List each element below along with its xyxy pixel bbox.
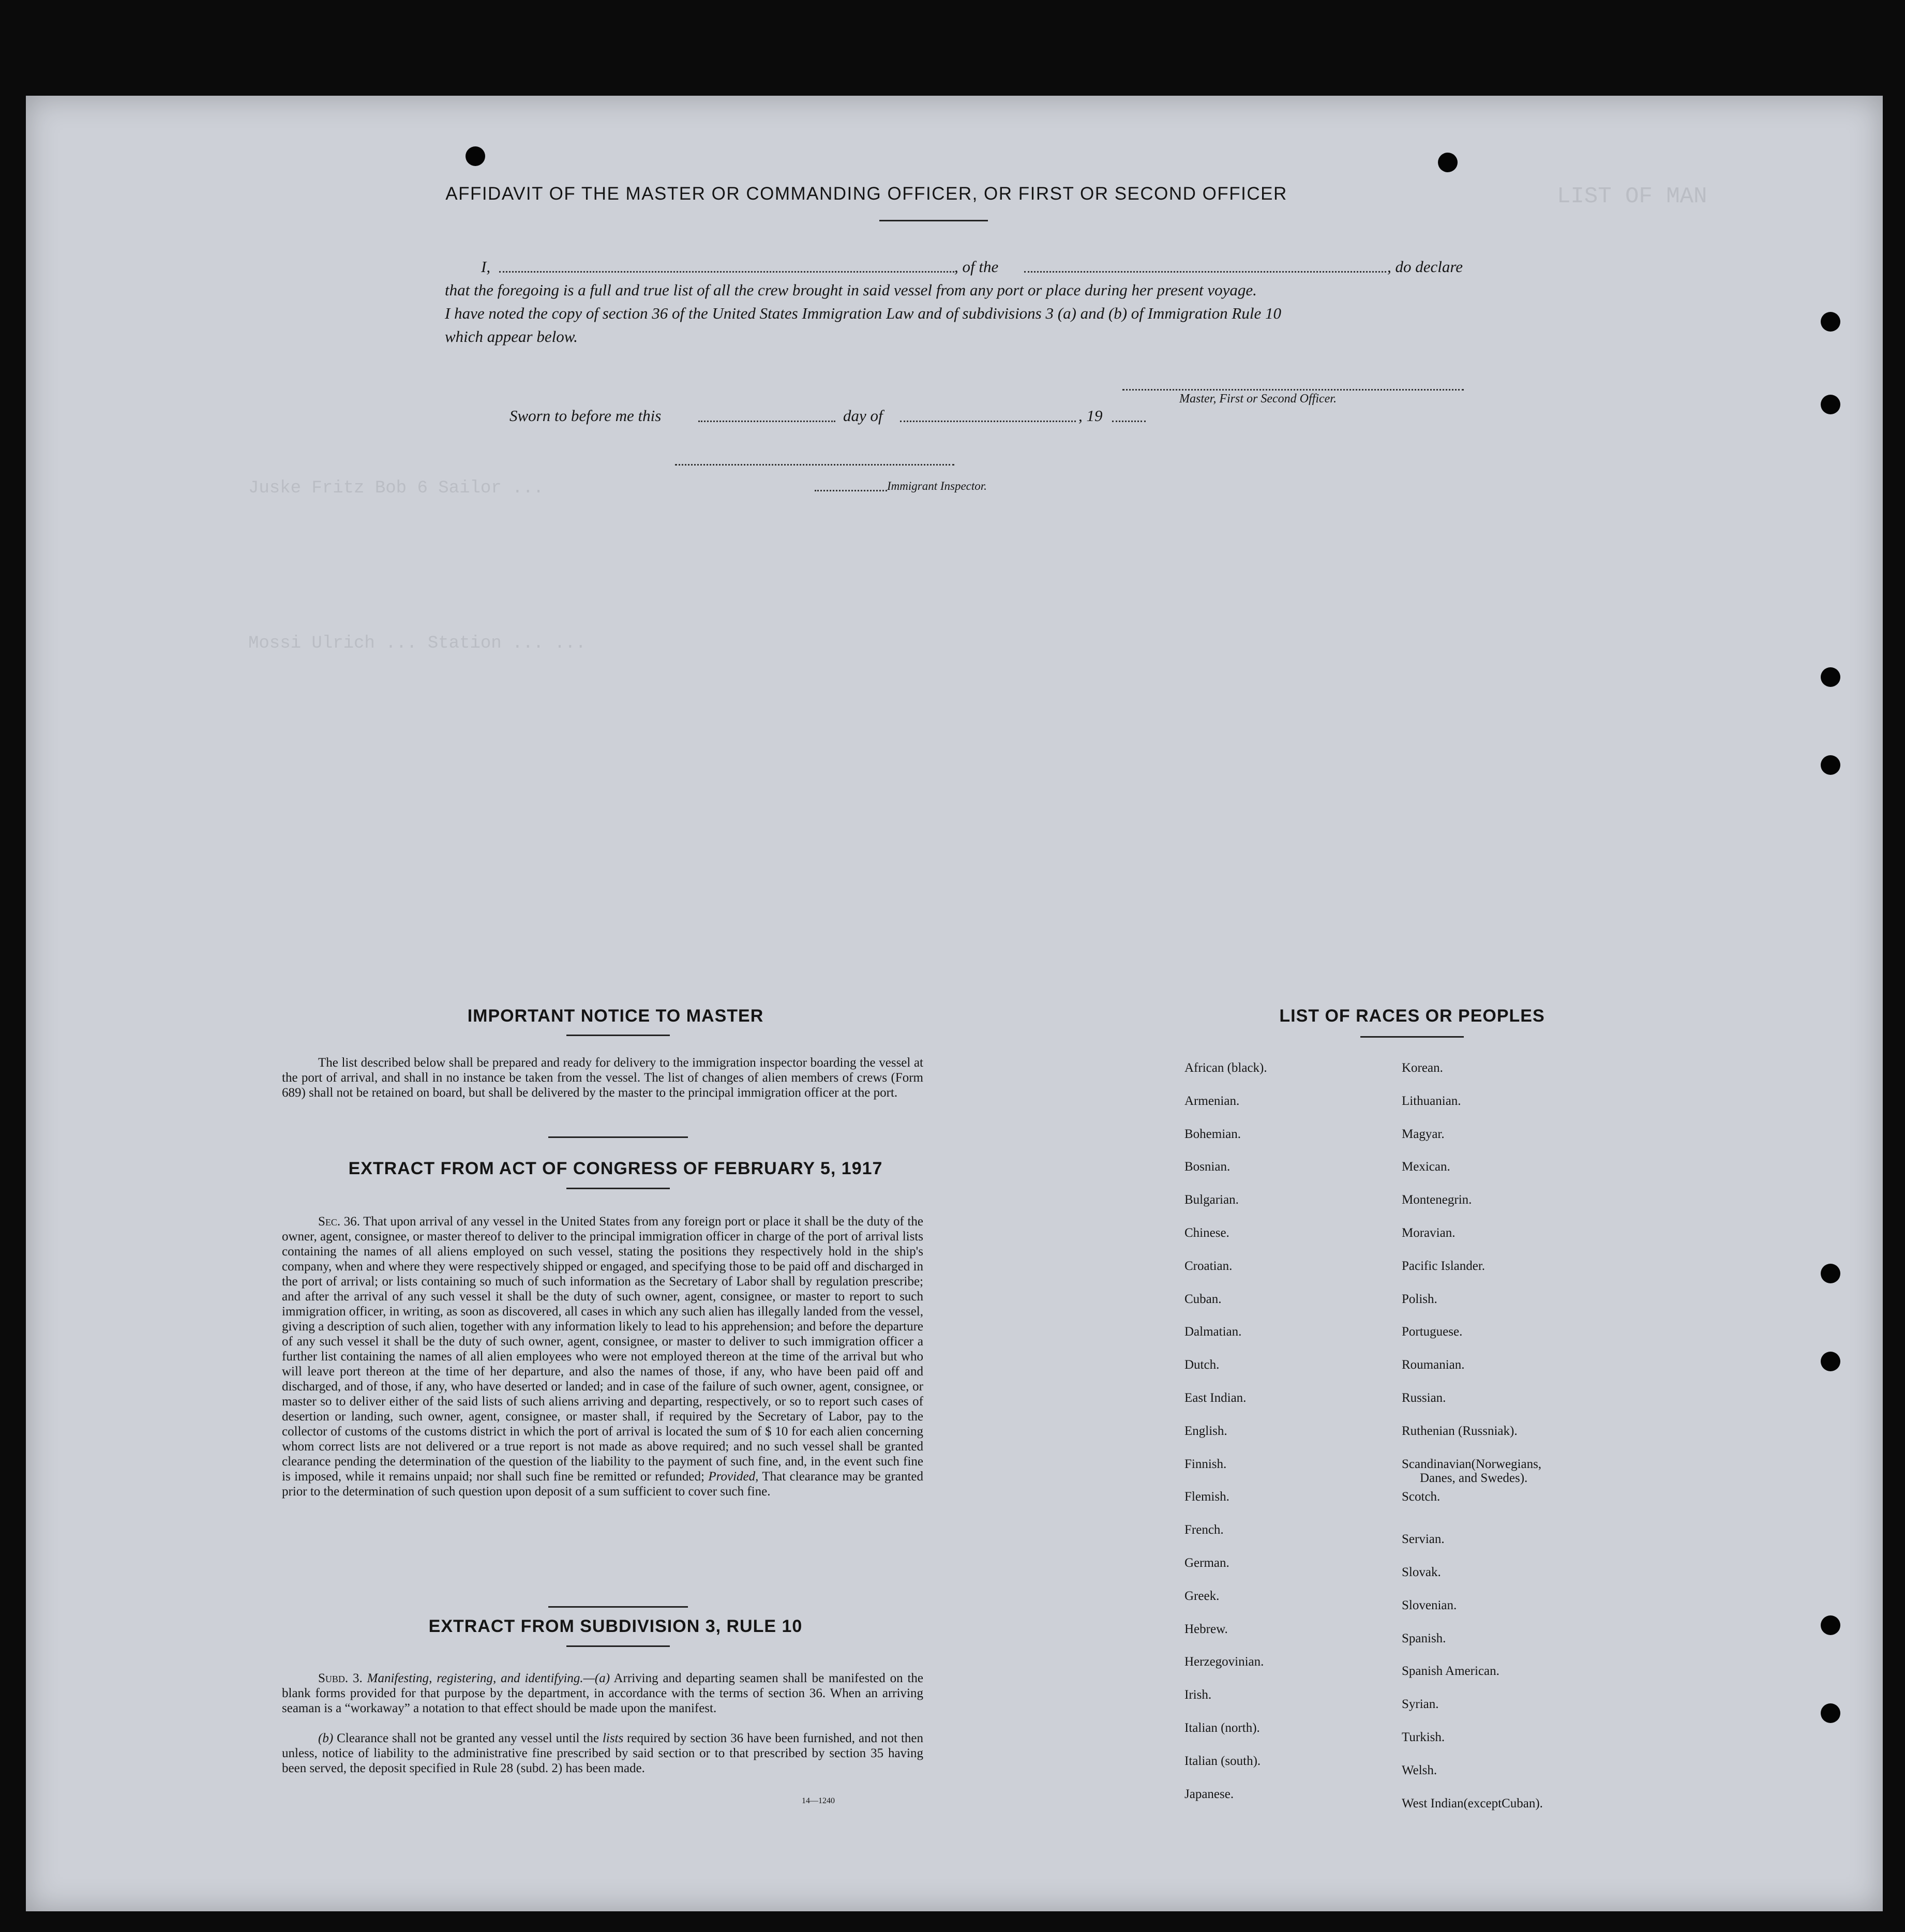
divider xyxy=(548,1606,688,1608)
race-item: African (black). xyxy=(1184,1061,1267,1075)
punch-hole xyxy=(1821,395,1840,414)
act-extract-body xyxy=(282,1214,923,1499)
divider xyxy=(1360,1036,1464,1038)
race-item: Slovenian. xyxy=(1402,1598,1457,1612)
race-item: Bulgarian. xyxy=(1184,1193,1239,1207)
divider xyxy=(879,220,988,221)
day-blank[interactable] xyxy=(698,421,835,422)
bleed-through-text: Mossi Ulrich ... Station ... ... xyxy=(248,634,586,653)
punch-hole xyxy=(1821,1615,1840,1635)
act-extract-title: EXTRACT FROM ACT OF CONGRESS OF FEBRUARY 5, 1917 xyxy=(348,1159,883,1178)
rule-para-a-text: Arriving and departing seamen shall be manifested on the blank forms provided for that purpose by the department, in accordance with the terms of section 36. When an arriving seaman is a “workaway” a notation to that effect should be made upon the manifest. xyxy=(282,1671,923,1715)
race-item: Cuban. xyxy=(1184,1292,1222,1306)
master-signature-blank[interactable] xyxy=(1122,389,1464,391)
race-item: Chinese. xyxy=(1184,1226,1229,1240)
race-item: Turkish. xyxy=(1402,1730,1445,1744)
race-item: Slovak. xyxy=(1402,1565,1441,1579)
race-item: Russian. xyxy=(1402,1391,1446,1405)
race-item: Italian (north). xyxy=(1184,1721,1260,1735)
race-item: Danes, and Swedes). xyxy=(1420,1471,1528,1485)
race-item: Dutch. xyxy=(1184,1358,1220,1372)
lists-word: lists xyxy=(602,1731,624,1745)
sworn-label: Sworn to before me this xyxy=(509,407,662,425)
race-item: Scandinavian(Norwegians, xyxy=(1402,1457,1542,1471)
race-item: Scotch. xyxy=(1402,1490,1441,1504)
year-blank[interactable] xyxy=(1112,421,1146,422)
divider xyxy=(566,1645,670,1647)
race-item: Armenian. xyxy=(1184,1094,1240,1108)
master-signature-label: Master, First or Second Officer. xyxy=(1179,392,1337,406)
subdivision-title: Manifesting, registering, and identifying.—(a) xyxy=(367,1671,610,1685)
punch-hole xyxy=(1821,667,1840,687)
affidavit-title: AFFIDAVIT OF THE MASTER OR COMMANDING OFFICER, OR FIRST OR SECOND OFFICER xyxy=(445,184,1287,204)
rule-para-a xyxy=(282,1671,923,1716)
race-item: Bohemian. xyxy=(1184,1127,1241,1141)
punch-hole xyxy=(1821,1352,1840,1371)
divider xyxy=(566,1188,670,1189)
race-item: Herzegovinian. xyxy=(1184,1655,1264,1669)
bleed-through-text: Juske Fritz Bob 6 Sailor ... xyxy=(248,478,544,498)
race-item: Flemish. xyxy=(1184,1490,1229,1504)
race-item: Japanese. xyxy=(1184,1787,1234,1801)
punch-hole xyxy=(1821,1264,1840,1283)
bleed-through-text: LIST OF MAN xyxy=(1557,184,1707,209)
name-blank[interactable] xyxy=(499,271,954,273)
race-item: Roumanian. xyxy=(1402,1358,1465,1372)
race-item: Italian (south). xyxy=(1184,1754,1261,1768)
race-item: Korean. xyxy=(1402,1061,1443,1075)
race-item: Pacific Islander. xyxy=(1402,1259,1486,1273)
proviso-text: That clearance may be granted prior to the determination of such question upon deposit of a sum sufficient to cover such fine. xyxy=(282,1470,923,1499)
race-item: Spanish American. xyxy=(1402,1664,1499,1679)
race-item: Polish. xyxy=(1402,1292,1437,1306)
inspector-label: Immigrant Inspector. xyxy=(887,480,987,492)
race-item: Greek. xyxy=(1184,1589,1220,1603)
race-item: Irish. xyxy=(1184,1688,1212,1702)
rule-extract-title: EXTRACT FROM SUBDIVISION 3, RULE 10 xyxy=(428,1616,803,1636)
rule-para-b-text-2: required by section 36 have been furnished, and not then unless, notice of liability to the administrative fine prescribed by said section or to that prescribed by section 35 having been served, the deposit specified in Rule 28 (subd. 2) has been made. xyxy=(282,1731,923,1775)
vessel-blank[interactable] xyxy=(1024,271,1386,273)
proviso-label: Provided, xyxy=(708,1470,759,1484)
punch-hole xyxy=(1821,1703,1840,1723)
year-prefix-label: , 19 xyxy=(1078,407,1103,425)
inspector-leader-dots xyxy=(815,490,887,491)
race-item: Finnish. xyxy=(1184,1457,1227,1471)
rule-para-b xyxy=(282,1731,923,1776)
race-item: Magyar. xyxy=(1402,1127,1445,1141)
section-label: Sec. 36. xyxy=(318,1215,360,1229)
inspector-signature-blank[interactable] xyxy=(675,464,954,466)
race-item: Croatian. xyxy=(1184,1259,1233,1273)
punch-hole xyxy=(1821,755,1840,775)
divider xyxy=(566,1035,670,1036)
race-item: German. xyxy=(1184,1556,1229,1570)
affidavit-i-label: I, xyxy=(481,258,491,276)
punch-hole xyxy=(1821,312,1840,332)
punch-hole xyxy=(466,146,485,166)
of-the-label: , of the xyxy=(954,258,999,276)
divider xyxy=(548,1136,688,1138)
para-b-label: (b) xyxy=(318,1731,334,1745)
punch-hole xyxy=(1438,153,1458,172)
race-item: Ruthenian (Russniak). xyxy=(1402,1424,1518,1438)
do-declare-label: , do declare xyxy=(1387,258,1463,276)
affidavit-line-3: I have noted the copy of section 36 of the United States Immigration Law and of subdivisions 3 (a) and (b) of Immigration Rule 10 xyxy=(445,304,1281,322)
day-of-label: day of xyxy=(843,407,883,425)
race-item: Lithuanian. xyxy=(1402,1094,1461,1108)
subdivision-label: Subd. 3. xyxy=(318,1671,363,1685)
race-item: Spanish. xyxy=(1402,1631,1446,1645)
race-item: Mexican. xyxy=(1402,1160,1450,1174)
race-item: Welsh. xyxy=(1402,1763,1437,1777)
race-item: Servian. xyxy=(1402,1532,1445,1547)
race-item: English. xyxy=(1184,1424,1227,1438)
rule-para-b-text-1: Clearance shall not be granted any vessel until the xyxy=(337,1731,599,1745)
affidavit-line-4: which appear below. xyxy=(445,327,578,346)
race-item: Montenegrin. xyxy=(1402,1193,1472,1207)
affidavit-line-2: that the foregoing is a full and true list of all the crew brought in said vessel from any port or place during her present voyage. xyxy=(445,281,1257,299)
race-item: Moravian. xyxy=(1402,1226,1456,1240)
race-item: Hebrew. xyxy=(1184,1622,1228,1636)
month-blank[interactable] xyxy=(900,421,1076,422)
notice-body: The list described below shall be prepared and ready for delivery to the immigration inspector boarding the vessel at the port of arrival, and shall in no instance be taken from the vessel. The list of changes of alien members of crews (Form 689) shall not be retained on board, but shall be delivered by the master to the principal immigration officer at the port. xyxy=(282,1056,923,1100)
document-page xyxy=(26,96,1883,1911)
notice-title: IMPORTANT NOTICE TO MASTER xyxy=(467,1006,764,1026)
race-item: Portuguese. xyxy=(1402,1325,1463,1339)
section-36-text: That upon arrival of any vessel in the United States from any foreign port or place it shall be the duty of the owner, agent, consignee, or master thereof to deliver to the principal immigration officer in charge of the port of arrival lists containing the names of all aliens employed on such vessel, stating the positions they respectively hold in the ship's company, when and where they were respectively shipped or engaged, and specifying those to be paid off and discharged in the port of arrival; or lists containing so much of such information as the Secretary of Labor shall by regulation prescribe; and after the arrival of any such vessel it shall be the duty of such owner, agent, consignee, or master to report to such immigration officer, in writing, as soon as discovered, all cases in which any such alien has illegally landed from the vessel, giving a description of such alien, together with any information likely to lead to his apprehension; and before the departure of any such vessel it shall be the duty of such owner, agent, consignee, or master to deliver to such immigration officer a further list containing the names of all alien employees who were not employed thereon at the time of the arrival but who will leave port thereon at the time of her departure, and also the names of those, if any, who have been paid off and discharged, and of those, if any, who have deserted or landed; and in case of the failure of such owner, agent, consignee, or master so to deliver either of the said lists of such aliens arriving and departing, respectively, or so to report such cases of desertion or landing, such owner, agent, consignee, or master shall, if required by the Secretary of Labor, pay to the collector of customs of the customs district in which the port of arrival is located the sum of $ 10 for each alien concerning whom correct lists are not delivered or a true report is not made as above required; and no such vessel shall be granted clearance pending the determination of the question of the liability to the payment of such fine, and, in the event such fine is imposed, while it remains unpaid; nor shall such fine be remitted or refunded; xyxy=(282,1215,923,1484)
race-item: West Indian(exceptCuban). xyxy=(1402,1796,1543,1810)
form-number: 14—1240 xyxy=(802,1796,835,1805)
race-item: Dalmatian. xyxy=(1184,1325,1242,1339)
race-item: French. xyxy=(1184,1523,1224,1537)
race-item: Bosnian. xyxy=(1184,1160,1231,1174)
race-item: East Indian. xyxy=(1184,1391,1247,1405)
races-title: LIST OF RACES OR PEOPLES xyxy=(1279,1006,1545,1026)
race-item: Syrian. xyxy=(1402,1697,1439,1712)
